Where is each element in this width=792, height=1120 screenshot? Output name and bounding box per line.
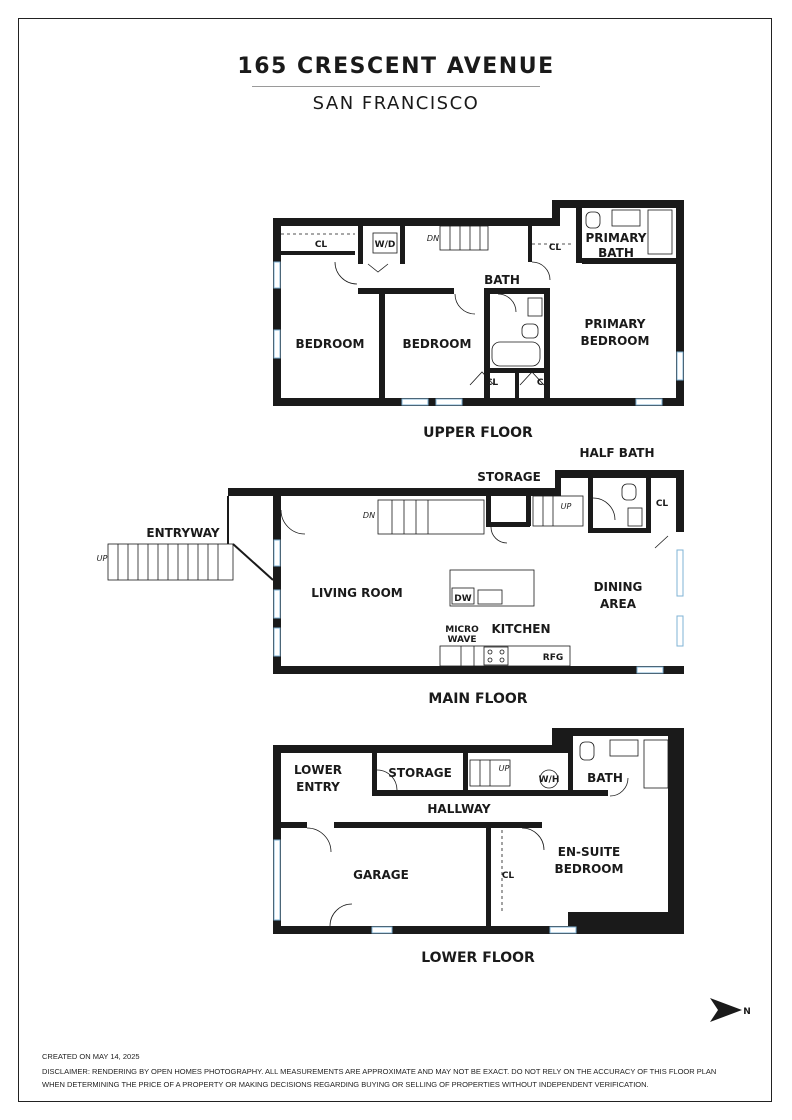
closet-label: CL (314, 240, 328, 250)
stairs-label: UP (498, 764, 510, 773)
room-label: LIVING ROOM (311, 586, 403, 600)
room-label: AREA (599, 597, 637, 611)
property-title: 165 CRESCENT AVENUE (237, 54, 555, 79)
room-label: EN-SUITE (557, 845, 621, 859)
wall (358, 288, 454, 294)
room-label: BEDROOM (554, 862, 624, 876)
lower-floor-plan (273, 728, 684, 934)
wall (555, 470, 561, 496)
toilet (522, 324, 538, 338)
room-label: KITCHEN (491, 622, 551, 636)
door-swing (307, 828, 331, 852)
wall (526, 496, 531, 526)
wall (281, 251, 355, 255)
wall (273, 398, 684, 406)
room-label: STORAGE (477, 470, 541, 484)
sink (528, 298, 542, 316)
disclaimer-line-2: WHEN DETERMINING THE PRICE OF A PROPERTY OR MAKING DECISIONS REGARDING BUYING OR SELLING OF PROPERTIES WITHOUT INDEPENDENT VERIFICATION. (42, 1080, 649, 1089)
stairs (533, 496, 583, 526)
sink (478, 590, 502, 604)
wall (568, 912, 668, 926)
wall (646, 478, 651, 533)
room-label: BATH (598, 246, 634, 260)
door-swing (335, 262, 357, 284)
wall (281, 488, 561, 496)
entry-stairs (108, 544, 233, 580)
wall (358, 226, 363, 264)
window (274, 840, 280, 920)
room-label: BATH (587, 771, 623, 785)
closet-label: CL (548, 243, 562, 253)
room-label: ENTRYWAY (146, 526, 220, 540)
door-swing (455, 294, 475, 314)
north-arrow-icon (710, 998, 742, 1022)
wall (588, 528, 648, 533)
room-label: BEDROOM (295, 337, 365, 351)
closet-label: CL (536, 378, 550, 388)
door-swing (498, 294, 516, 312)
room-label: STORAGE (388, 766, 452, 780)
window (436, 399, 462, 405)
room-label: LOWER (293, 763, 343, 777)
refrigerator-label: RFG (542, 653, 564, 663)
window (637, 667, 663, 673)
wall (273, 926, 684, 934)
microwave-label: WAVE (447, 635, 477, 645)
door-swing (330, 904, 352, 926)
wall (668, 728, 684, 933)
room-label: ENTRY (296, 780, 340, 794)
door-swing (491, 527, 507, 543)
wall (484, 288, 550, 294)
wall (281, 822, 307, 828)
wall (273, 666, 684, 674)
door-swing (655, 536, 668, 548)
window (274, 262, 280, 288)
door-swing (532, 262, 550, 280)
window (274, 540, 280, 566)
window (550, 927, 576, 933)
shower (644, 740, 668, 788)
wall (334, 822, 542, 828)
floor-title-upper: UPPER FLOOR (423, 425, 533, 441)
floor-title-main: MAIN FLOOR (428, 691, 528, 707)
main-floor-details (108, 484, 668, 666)
property-city: SAN FRANCISCO (312, 93, 480, 114)
door-swing (593, 498, 615, 520)
window (274, 628, 280, 656)
closet-label: CL (655, 499, 669, 509)
door-swing (522, 828, 544, 850)
wall (486, 496, 491, 526)
wall (463, 753, 468, 790)
stove (484, 647, 508, 665)
stairs-label: UP (96, 554, 108, 563)
wall (676, 470, 684, 532)
room-label: GARAGE (353, 868, 409, 882)
wall (552, 728, 684, 736)
wall (486, 522, 530, 527)
window (402, 399, 428, 405)
window (372, 927, 392, 933)
wall (555, 470, 684, 478)
closet-label: CL (501, 871, 515, 881)
room-label: BATH (484, 273, 520, 287)
room-label: BEDROOM (580, 334, 650, 348)
wall (552, 200, 560, 226)
sink (610, 740, 638, 756)
window (677, 550, 683, 596)
floor-title-lower: LOWER FLOOR (421, 950, 535, 966)
wall (552, 200, 684, 208)
sink (628, 508, 642, 526)
room-label: BEDROOM (402, 337, 472, 351)
microwave-label: MICRO (445, 625, 479, 635)
wall (552, 728, 568, 753)
wall (273, 745, 555, 753)
wall (528, 226, 532, 262)
stairs (378, 500, 484, 534)
room-label: HALF BATH (579, 446, 655, 460)
wall (588, 478, 593, 533)
window (274, 330, 280, 358)
wall (273, 218, 281, 405)
wall (379, 288, 385, 398)
water-heater-label: W/H (538, 775, 560, 785)
stairs-label: UP (560, 502, 572, 511)
washer-dryer-label: W/D (374, 240, 396, 250)
room-label: PRIMARY (584, 317, 646, 331)
bathtub (492, 342, 540, 366)
wall (486, 828, 491, 926)
room-label: PRIMARY (585, 231, 647, 245)
toilet (586, 212, 600, 228)
window (677, 352, 683, 380)
closet-label: CL (485, 378, 499, 388)
sink (612, 210, 640, 226)
toilet (622, 484, 636, 500)
window (274, 590, 280, 618)
wd-door (368, 264, 388, 272)
window (677, 616, 683, 646)
wall (568, 736, 573, 796)
created-date: CREATED ON MAY 14, 2025 (42, 1052, 140, 1061)
stairs-label: DN (362, 511, 376, 520)
window (636, 399, 662, 405)
stairs-label: DN (426, 234, 440, 243)
stairs (440, 226, 488, 250)
wall (576, 208, 582, 263)
room-label: DINING (593, 580, 643, 594)
north-label: N (743, 1007, 751, 1017)
shower (648, 210, 672, 254)
toilet (580, 742, 594, 760)
wall (372, 753, 377, 790)
wall (400, 226, 405, 264)
dishwasher-label: DW (454, 594, 472, 604)
door-swing (281, 510, 305, 534)
wall (273, 218, 555, 226)
wall (515, 368, 519, 398)
disclaimer-line-1: DISCLAIMER: RENDERING BY OPEN HOMES PHOTOGRAPHY. ALL MEASUREMENTS ARE APPROXIMATE AND MAY NOT BE EXACT. DO NOT RELY ON THE ACCURACY OF THIS FLOOR PLAN (42, 1067, 717, 1076)
room-label: HALLWAY (427, 802, 491, 816)
